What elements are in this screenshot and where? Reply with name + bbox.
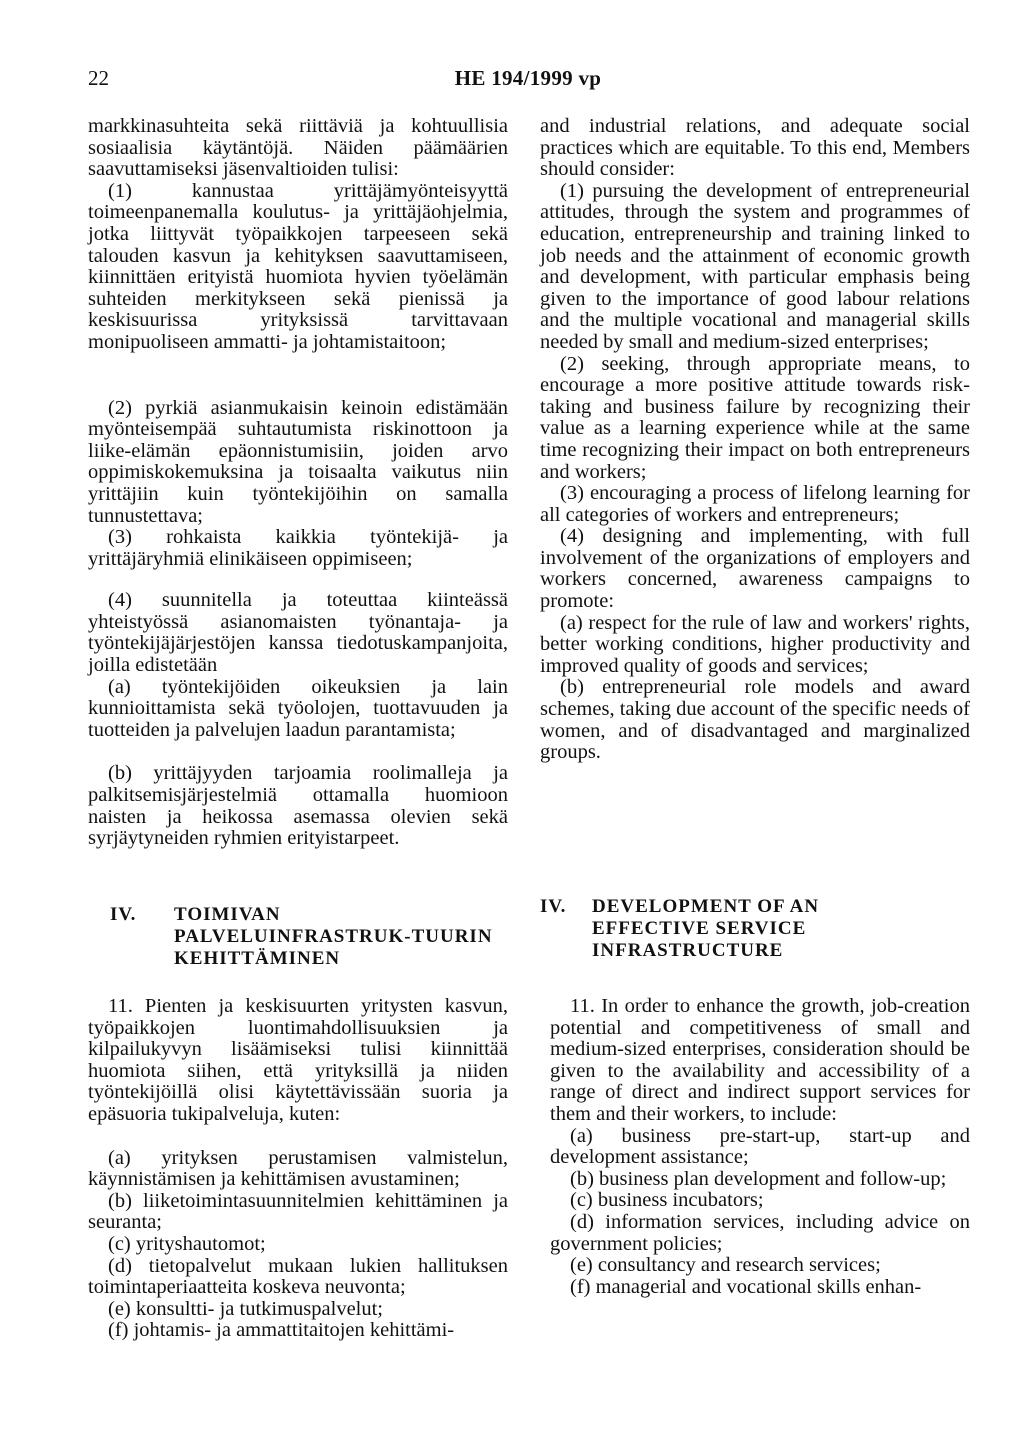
section-number: IV. bbox=[540, 896, 567, 917]
page-number: 22 bbox=[88, 66, 109, 90]
list-item: (1) kannustaa yrittäjämyönteisyyttä toimeenpanemalla koulutus- ja yrittäjäohjelmia, jotka liittyvät työpaikkojen tarpeeseen sekä talouden kasvun ja kehityksen saavuttamiseen, kiinnittäen erityistä huomiota hyvien työelämän suhteiden merkitykseen sekä pienissä ja keskisuurissa yrityksissä tarvittavaan monipuoliseen ammatti- ja johtamistaitoon; bbox=[88, 179, 508, 353]
paragraph: markkinasuhteita sekä riittäviä ja kohtuullisia sosiaalisia käytäntöjä. Näiden päämäärien saavuttamiseksi jäsenvaltioiden tulisi: bbox=[88, 115, 508, 181]
heading-line: PALVELUINFRASTRUK-TUURIN bbox=[174, 926, 493, 947]
heading-line: KEHITTÄMINEN bbox=[174, 948, 341, 969]
paragraph: 11. In order to enhance the growth, job-creation potential and competitiveness of small and medium-sized enterprises, consideration should be given to the availability and accessibility of a range of direct and indirect support services for them and their workers, to include: bbox=[550, 995, 970, 1125]
list-item: (c) yrityshautomot; bbox=[108, 1232, 266, 1255]
right-column-bottom bbox=[550, 996, 970, 1298]
list-item: (a) business pre-start-up, start-up and development assistance; bbox=[550, 1124, 970, 1169]
document-reference: HE 194/1999 vp bbox=[454, 66, 602, 90]
list-item: (a) yrityksen perustamisen valmistelun, käynnistämisen ja kehittämisen avustaminen; bbox=[88, 1146, 508, 1191]
list-item: (e) consultancy and research services; bbox=[570, 1254, 881, 1277]
list-item: (b) entrepreneurial role models and award schemes, taking due account of the specific needs of women, and of disadvantaged and marginalized groups. bbox=[540, 676, 970, 764]
section-number: IV. bbox=[110, 904, 137, 925]
page-header bbox=[88, 66, 968, 96]
heading-line: TOIMIVAN bbox=[174, 904, 281, 925]
list-item: (c) business incubators; bbox=[570, 1189, 764, 1212]
list-item: (3) rohkaista kaikkia työntekijä- ja yrittäjäryhmiä elinikäiseen oppimiseen; bbox=[88, 526, 508, 570]
list-item: (a) työntekijöiden oikeuksien ja lain kunnioittamista sekä työolojen, tuottavuuden ja tuotteiden ja palvelujen laadun parantamista; bbox=[88, 675, 508, 741]
list-item: (1) pursuing the development of entrepreneurial attitudes, through the system and programmes of education, entrepreneurship and training linked to job needs and the attainment of economic growth and development, with particular emphasis being given to the importance of good labour relations and the multiple vocational and managerial skills needed by small and medium-sized enterprises; bbox=[540, 179, 970, 353]
list-item: (4) designing and implementing, with full involvement of the organizations of employers and workers concerned, awareness campaigns to promote: bbox=[540, 525, 970, 613]
list-item: (b) yrittäjyyden tarjoamia roolimalleja ja palkitsemisjärjestelmiä ottamalla huomioon naisten ja heikossa asemassa olevien sekä syrjäytyneiden ryhmien erityistarpeet. bbox=[88, 762, 508, 850]
left-column-top bbox=[88, 116, 508, 850]
right-section-heading bbox=[540, 896, 960, 966]
list-item: (f) managerial and vocational skills enhan- bbox=[570, 1275, 922, 1298]
heading-line: DEVELOPMENT OF AN bbox=[592, 896, 820, 917]
list-item: (2) seeking, through appropriate means, to encourage a more positive attitude towards risk-taking and business failure by recognizing their value as a learning experience while at the same time recognizing their impact on both entrepreneurs and workers; bbox=[540, 352, 970, 483]
list-item: (b) business plan development and follow-up; bbox=[570, 1167, 947, 1190]
heading-line: INFRASTRUCTURE bbox=[592, 940, 784, 961]
list-item: (e) konsultti- ja tutkimuspalvelut; bbox=[108, 1297, 383, 1320]
list-item: (a) respect for the rule of law and workers' rights, better working conditions, higher productivity and improved quality of goods and services; bbox=[540, 611, 970, 677]
list-item: (d) information services, including advice on government policies; bbox=[550, 1210, 970, 1255]
left-section-heading bbox=[110, 904, 530, 974]
paragraph: 11. Pienten ja keskisuurten yritysten kasvun, työpaikkojen luontimahdollisuuksien ja kilpailukyvyn lisäämiseksi tulisi kiinnittää huomiota siihen, että yrityksillä ja niiden työntekijöillä olisi käytettävissään suoria ja epäsuoria tukipalveluja, kuten: bbox=[88, 995, 508, 1125]
heading-line: EFFECTIVE SERVICE bbox=[592, 918, 807, 939]
list-item: (4) suunnitella ja toteuttaa kiinteässä yhteistyössä asianomaisten työnantaja- ja työntekijäjärjestöjen kanssa tiedotuskampanjoita, joilla edistetään bbox=[88, 589, 508, 677]
left-column-bottom bbox=[88, 996, 508, 1342]
list-item: (b) liiketoimintasuunnitelmien kehittäminen ja seuranta; bbox=[88, 1189, 508, 1234]
right-column-top bbox=[540, 116, 970, 764]
list-item: (f) johtamis- ja ammattitaitojen kehittämi- bbox=[108, 1319, 455, 1342]
list-item: (d) tietopalvelut mukaan lukien hallituksen toimintaperiaatteita koskeva neuvonta; bbox=[88, 1254, 508, 1299]
list-item: (2) pyrkiä asianmukaisin keinoin edistämään myönteisempää suhtautumista riskinottoon ja liike-elämän epäonnistumisiin, joiden arvo oppimiskokemuksina ja toisaalta vaikutus niin yrittäjiin kuin työntekijöihin on samalla tunnustettava; bbox=[88, 396, 508, 527]
paragraph: and industrial relations, and adequate social practices which are equitable. To this end, Members should consider: bbox=[540, 115, 970, 181]
list-item: (3) encouraging a process of lifelong learning for all categories of workers and entrepreneurs; bbox=[540, 482, 970, 526]
